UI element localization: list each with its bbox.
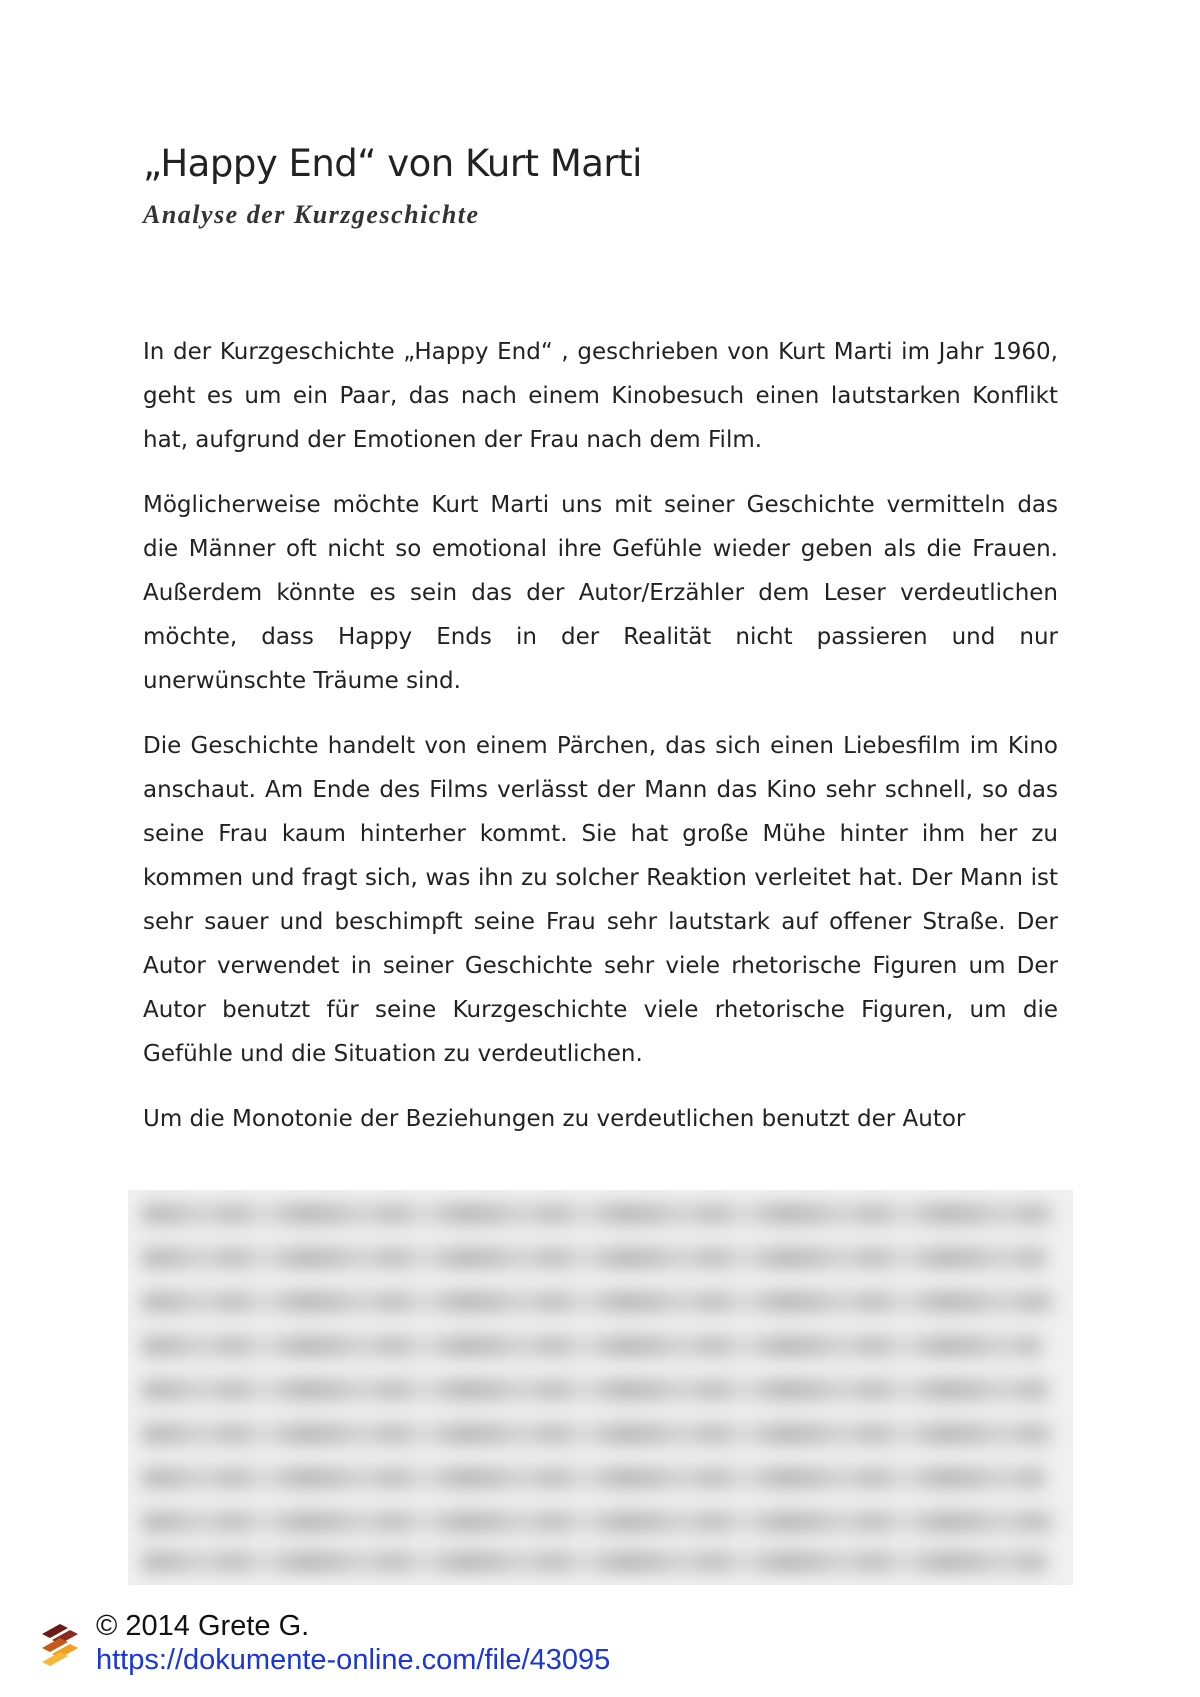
blurred-text-line bbox=[142, 1204, 1052, 1224]
paragraph-message: Möglicherweise möchte Kurt Marti uns mit seiner Geschichte vermitteln das die Männer oft nicht so emotional ihre Gefühle wieder geben als die Frauen. Außerdem könnte es sein das der Autor/Erzähler dem Leser verdeutlichen möchte, dass Happy Ends in der Realität nicht passieren und nur unerwünschte Träume sind. bbox=[143, 492, 1058, 694]
document-subtitle: Analyse der Kurzgeschichte bbox=[143, 200, 480, 229]
footer-copyright: © 2014 Grete G. bbox=[96, 1610, 310, 1642]
document-title: „Happy End“ von Kurt Marti bbox=[143, 142, 642, 185]
document-body bbox=[143, 330, 1058, 1141]
paragraph-analysis-start: Um die Monotonie der Beziehungen zu verdeutlichen benutzt der Autor bbox=[143, 1106, 966, 1132]
blurred-text-line bbox=[142, 1248, 1047, 1268]
blurred-preview-area bbox=[128, 1190, 1073, 1585]
blurred-text-line bbox=[142, 1380, 1050, 1400]
footer-source-link[interactable]: https://dokumente-online.com/file/43095 bbox=[96, 1644, 611, 1676]
blurred-text-line bbox=[142, 1552, 1048, 1572]
blurred-text-line bbox=[142, 1424, 1052, 1444]
paragraph-summary: Die Geschichte handelt von einem Pärchen, das sich einen Liebesfilm im Kino anschaut. Am Ende des Films verlässt der Mann das Kino sehr schnell, so das seine Frau kaum hinterher kommt. Sie hat große Mühe hinter ihm her zu kommen und fragt sich, was ihn zu solcher Reaktion verleitet hat. Der Mann ist sehr sauer und beschimpft seine Frau sehr lautstark auf offener Straße. Der Autor verwendet in seiner Geschichte sehr viele rhetorische Figuren um Der Autor benutzt für seine Kurzgeschichte viele rhetorische Figuren, um die Gefühle und die Situation zu verdeutlichen. bbox=[143, 733, 1058, 1067]
blurred-text-line bbox=[142, 1292, 1054, 1312]
paragraph-intro: In der Kurzgeschichte „Happy End“ , geschrieben von Kurt Marti im Jahr 1960, geht es um ein Paar, das nach einem Kinobesuch einen lautstarken Konflikt hat, aufgrund der Emotionen der Frau nach dem Film. bbox=[143, 339, 1058, 453]
blurred-text-line bbox=[142, 1512, 1054, 1532]
blurred-text-line bbox=[142, 1336, 1042, 1356]
blurred-text-line bbox=[142, 1468, 1046, 1488]
dokumente-online-logo-icon bbox=[38, 1618, 88, 1668]
